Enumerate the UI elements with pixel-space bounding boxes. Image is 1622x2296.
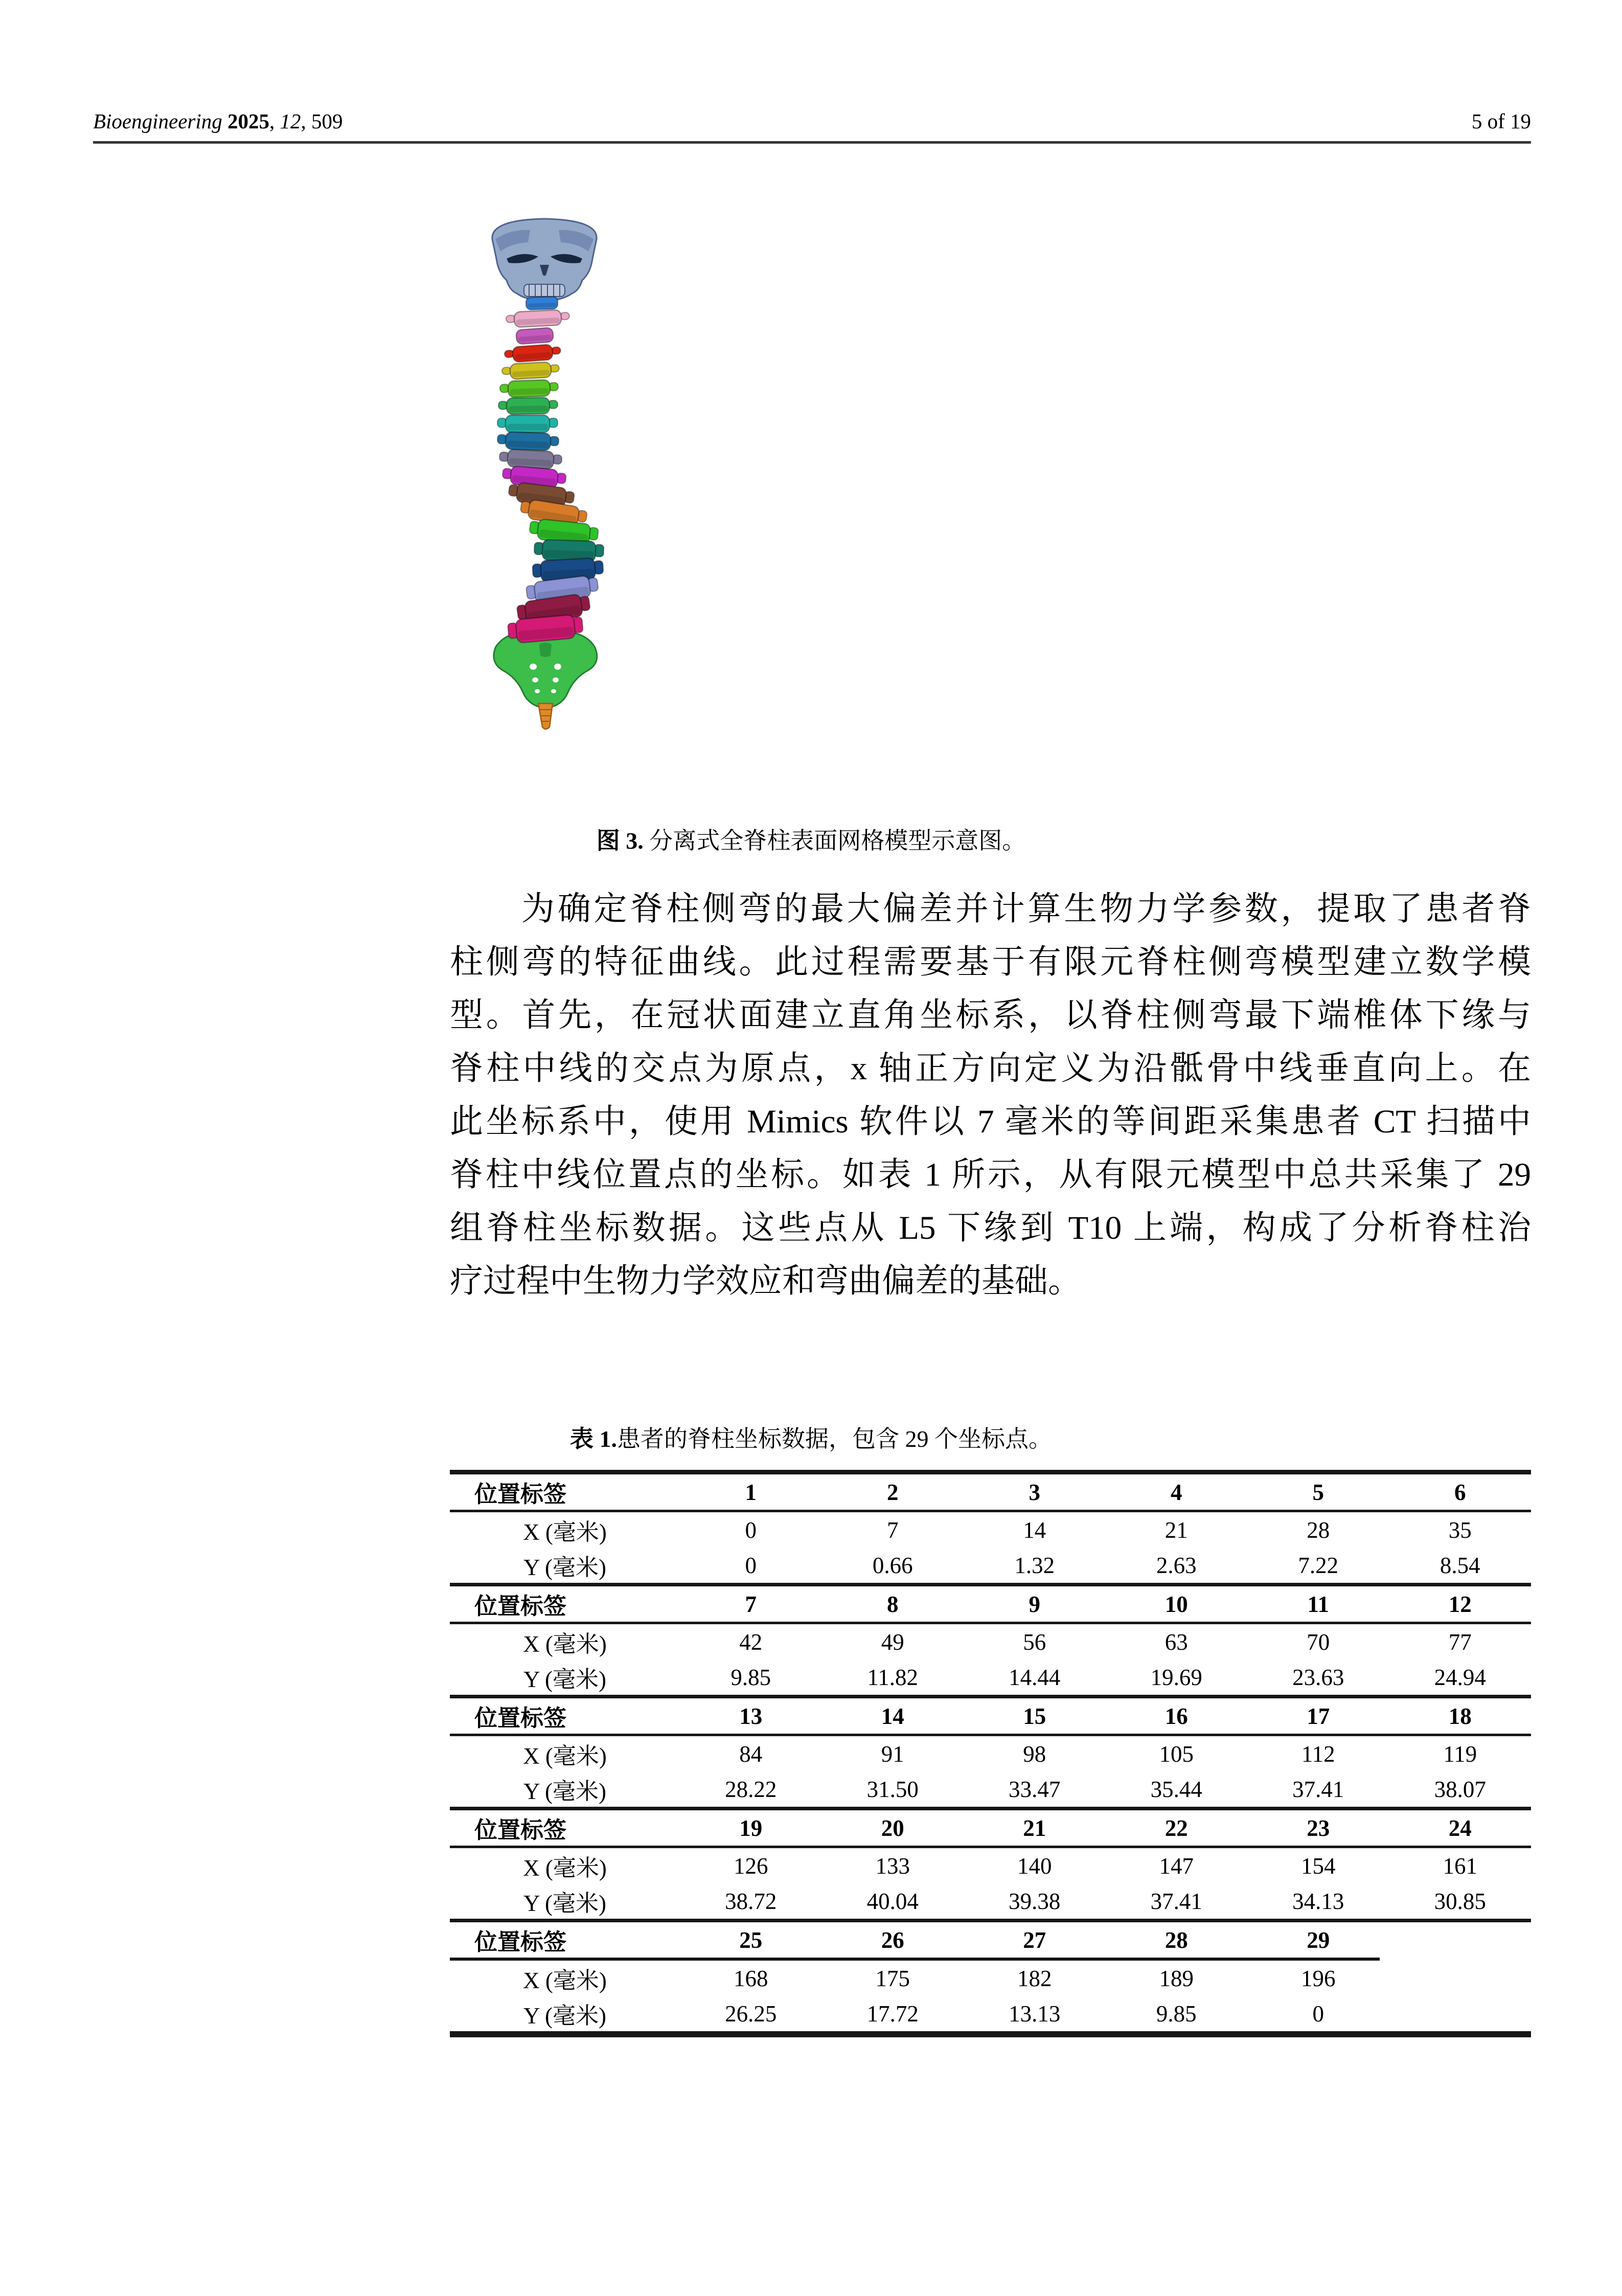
- table-caption: [0, 1425, 1622, 1453]
- table-cell: 154: [1301, 1853, 1336, 1879]
- table-caption-label: 表 1.: [570, 1426, 617, 1452]
- table-cell: 12: [1448, 1591, 1472, 1617]
- table-row-y: [450, 1996, 1531, 2031]
- body-paragraph: [450, 882, 1531, 1308]
- table-cell: 161: [1443, 1853, 1477, 1879]
- table-cell: 147: [1159, 1853, 1194, 1879]
- table-cell: 28: [1307, 1517, 1330, 1543]
- row-label: 位置标签: [474, 1929, 567, 1955]
- header-rule: [93, 141, 1531, 144]
- table-cell: 8: [887, 1591, 899, 1617]
- table-cell: 6: [1454, 1479, 1466, 1505]
- vertebra: [504, 344, 561, 363]
- table-cell: 13.13: [1009, 2001, 1061, 2027]
- table-cell: 189: [1159, 1965, 1194, 1991]
- table-cell: 0: [1312, 2001, 1324, 2027]
- table-cell: 23.63: [1292, 1664, 1344, 1690]
- table-cell: 112: [1301, 1741, 1335, 1767]
- table-cell: 38.07: [1434, 1776, 1486, 1802]
- vertebra: [501, 361, 559, 380]
- row-label: Y (毫米): [523, 1891, 607, 1916]
- table-rule: [450, 1470, 1531, 1474]
- paragraph-line: 为确定脊柱侧弯的最大偏差并计算生物力学参数，提取了患者脊: [521, 891, 1531, 927]
- table-cell: 20: [881, 1815, 904, 1841]
- table-cell: 19: [739, 1815, 763, 1841]
- table-cell: 10: [1164, 1591, 1188, 1617]
- table-cell: 7: [887, 1517, 899, 1543]
- table-cell: 15: [1023, 1703, 1046, 1729]
- paragraph-line: 组脊柱坐标数据。这些点从 L5 下缘到 T10 上端，构成了分析脊柱治: [450, 1210, 1531, 1246]
- row-label: 位置标签: [474, 1594, 567, 1619]
- paragraph-line: 柱侧弯的特征曲线。此过程需要基于有限元脊柱侧弯模型建立数学模: [450, 944, 1531, 981]
- figure-caption-label: 图 3.: [596, 828, 644, 854]
- table-cell: 14: [1023, 1517, 1046, 1543]
- table-cell: 42: [739, 1629, 763, 1655]
- vertebra: [498, 397, 558, 415]
- table-cell: 11.82: [867, 1664, 919, 1690]
- table-cell: 168: [734, 1965, 768, 1991]
- table-cell: 39.38: [1009, 1888, 1061, 1914]
- table-cell: 98: [1023, 1741, 1046, 1767]
- table-cell: 7.22: [1298, 1552, 1339, 1578]
- table-cell: 16: [1164, 1703, 1188, 1729]
- vertebra: [516, 328, 554, 345]
- table-cell: 22: [1164, 1815, 1188, 1841]
- table-cell: 31.50: [866, 1776, 919, 1802]
- table-cell: 35.44: [1150, 1776, 1202, 1802]
- table-cell: 175: [875, 1965, 910, 1991]
- paragraph-line: 型。首先，在冠状面建立直角坐标系，以脊柱侧弯最下端椎体下缘与: [450, 997, 1531, 1034]
- table-cell: 5: [1312, 1479, 1324, 1505]
- row-label: X (毫米): [523, 1743, 607, 1769]
- table-cell: 24: [1448, 1815, 1472, 1841]
- figure-caption-text: 分离式全脊柱表面网格模型示意图。: [643, 828, 1026, 854]
- skull: [492, 219, 597, 301]
- running-header: [93, 108, 1531, 134]
- table-cell: 25: [739, 1927, 763, 1953]
- table-cell: 34.13: [1292, 1888, 1344, 1914]
- journal-citation: Bioengineering 2025, 12, 509: [93, 109, 343, 133]
- table-row-y: [450, 1883, 1531, 1919]
- journal-year: 2025: [222, 109, 270, 133]
- row-label: Y (毫米): [523, 1555, 607, 1580]
- table-cell: 133: [875, 1853, 910, 1879]
- vertebra: [497, 415, 558, 433]
- page-number: 5 of 19: [1471, 109, 1531, 133]
- table-row-position-labels: [450, 1698, 1531, 1734]
- table-cell: 105: [1159, 1741, 1194, 1767]
- table-cell: 27: [1023, 1927, 1046, 1953]
- table-cell: 37.41: [1150, 1888, 1202, 1914]
- table-cell: 9: [1029, 1591, 1040, 1617]
- table-cell: 29: [1307, 1927, 1330, 1953]
- table-cell: 0: [745, 1552, 757, 1578]
- coordinate-table: [450, 1470, 1531, 2037]
- table-cell: 24.94: [1434, 1664, 1486, 1690]
- row-label: X (毫米): [523, 1631, 607, 1657]
- coccyx: [538, 703, 553, 729]
- table-cell: 70: [1307, 1629, 1330, 1655]
- table-row-x: [450, 1512, 1531, 1548]
- table-cell: 56: [1023, 1629, 1046, 1655]
- table-row-y: [450, 1548, 1531, 1583]
- table-caption-text: 患者的脊柱坐标数据，包含 29 个坐标点。: [617, 1426, 1052, 1452]
- table-cell: 0: [745, 1517, 757, 1543]
- table-cell: 26: [881, 1927, 904, 1953]
- table-cell: 8.54: [1440, 1552, 1480, 1578]
- table-cell: 26.25: [725, 2001, 777, 2027]
- row-label: 位置标签: [474, 1482, 567, 1507]
- paragraph-line: 脊柱中线位置点的坐标。如表 1 所示，从有限元模型中总共采集了 29: [450, 1156, 1531, 1193]
- table-cell: 28: [1164, 1927, 1188, 1953]
- table-cell: 19.69: [1150, 1664, 1202, 1690]
- table-row-x: [450, 1848, 1531, 1883]
- table-cell: 17: [1307, 1703, 1330, 1729]
- table-cell: 23: [1307, 1815, 1330, 1841]
- table-cell: 35: [1448, 1517, 1472, 1543]
- vertebra: [497, 431, 559, 451]
- table-cell: 21: [1023, 1815, 1046, 1841]
- table-cell: 4: [1171, 1479, 1182, 1505]
- sacrum: [494, 631, 597, 708]
- table-cell: 33.47: [1009, 1776, 1061, 1802]
- table-rule: [450, 1919, 1531, 1922]
- table-cell: 182: [1017, 1965, 1052, 1991]
- table-cell: 38.72: [725, 1888, 777, 1914]
- row-label: 位置标签: [474, 1817, 567, 1843]
- table-cell: 21: [1164, 1517, 1188, 1543]
- table-cell: 7: [745, 1591, 757, 1617]
- table-rule: [450, 1807, 1531, 1810]
- table-row-x: [450, 1624, 1531, 1660]
- row-label: X (毫米): [523, 1968, 607, 1993]
- table-cell: 14: [881, 1703, 904, 1729]
- paragraph-line: 此坐标系中，使用 Mimics 软件以 7 毫米的等间距采集患者 CT 扫描中: [450, 1103, 1531, 1140]
- row-label: Y (毫米): [523, 1667, 607, 1692]
- table-cell: 126: [734, 1853, 768, 1879]
- table-cell: 63: [1164, 1629, 1188, 1655]
- table-cell: 28.22: [725, 1776, 777, 1802]
- table-cell: 18: [1448, 1703, 1472, 1729]
- table-row-position-labels: [450, 1810, 1531, 1846]
- row-label: 位置标签: [474, 1706, 567, 1731]
- table-cell: 30.85: [1434, 1888, 1486, 1914]
- table-row-position-labels: [450, 1474, 1531, 1510]
- table-cell: 9.85: [730, 1664, 771, 1690]
- spine-model-image: [478, 215, 621, 731]
- table-cell: 1: [745, 1479, 757, 1505]
- table-rule: [450, 1695, 1531, 1698]
- paragraph-line: 疗过程中生物力学效应和弯曲偏差的基础。: [450, 1263, 1082, 1300]
- table-row-x: [450, 1961, 1531, 1996]
- table-cell: 1.32: [1014, 1552, 1055, 1578]
- table-cell: 119: [1443, 1741, 1477, 1767]
- table-rule: [450, 2031, 1531, 2037]
- row-label: X (毫米): [523, 1519, 607, 1545]
- table-cell: 9.85: [1156, 2001, 1197, 2027]
- table-cell: 77: [1448, 1629, 1472, 1655]
- table-row-position-labels: [450, 1586, 1531, 1622]
- vertebra: [499, 379, 558, 398]
- table-rule: [450, 1583, 1531, 1586]
- row-label: Y (毫米): [523, 2003, 607, 2029]
- row-label: X (毫米): [523, 1855, 607, 1881]
- table-row-position-labels: [450, 1922, 1531, 1958]
- row-label: Y (毫米): [523, 1779, 607, 1804]
- table-cell: 13: [739, 1703, 763, 1729]
- table-cell: 196: [1301, 1965, 1336, 1991]
- table-cell: 3: [1029, 1479, 1040, 1505]
- table-cell: 40.04: [866, 1888, 919, 1914]
- table-cell: 84: [739, 1741, 763, 1767]
- table-cell: 2.63: [1156, 1552, 1197, 1578]
- table-cell: 2: [887, 1479, 899, 1505]
- table-cell: 49: [881, 1629, 904, 1655]
- table-row-y: [450, 1660, 1531, 1695]
- table-row-x: [450, 1736, 1531, 1771]
- table-cell: 17.72: [866, 2001, 919, 2027]
- table-row-y: [450, 1771, 1531, 1807]
- vertebra: [506, 309, 569, 328]
- journal-name: Bioengineering: [93, 109, 222, 133]
- figure-caption: [0, 827, 1622, 855]
- journal-volume: 12: [280, 109, 301, 133]
- vertebra: [499, 449, 562, 469]
- journal-article-number: , 509: [301, 109, 343, 133]
- table-cell: 140: [1017, 1853, 1052, 1879]
- table-cell: 11: [1307, 1591, 1330, 1617]
- figure-3: [478, 215, 621, 731]
- table-cell: 91: [881, 1741, 904, 1767]
- paragraph-line: 脊柱中线的交点为原点，x 轴正方向定义为沿骶骨中线垂直向上。在: [450, 1050, 1531, 1087]
- table-cell: 37.41: [1292, 1776, 1344, 1802]
- table-cell: 14.44: [1009, 1664, 1061, 1690]
- vertebra: [526, 297, 558, 310]
- table-cell: 0.66: [872, 1552, 913, 1578]
